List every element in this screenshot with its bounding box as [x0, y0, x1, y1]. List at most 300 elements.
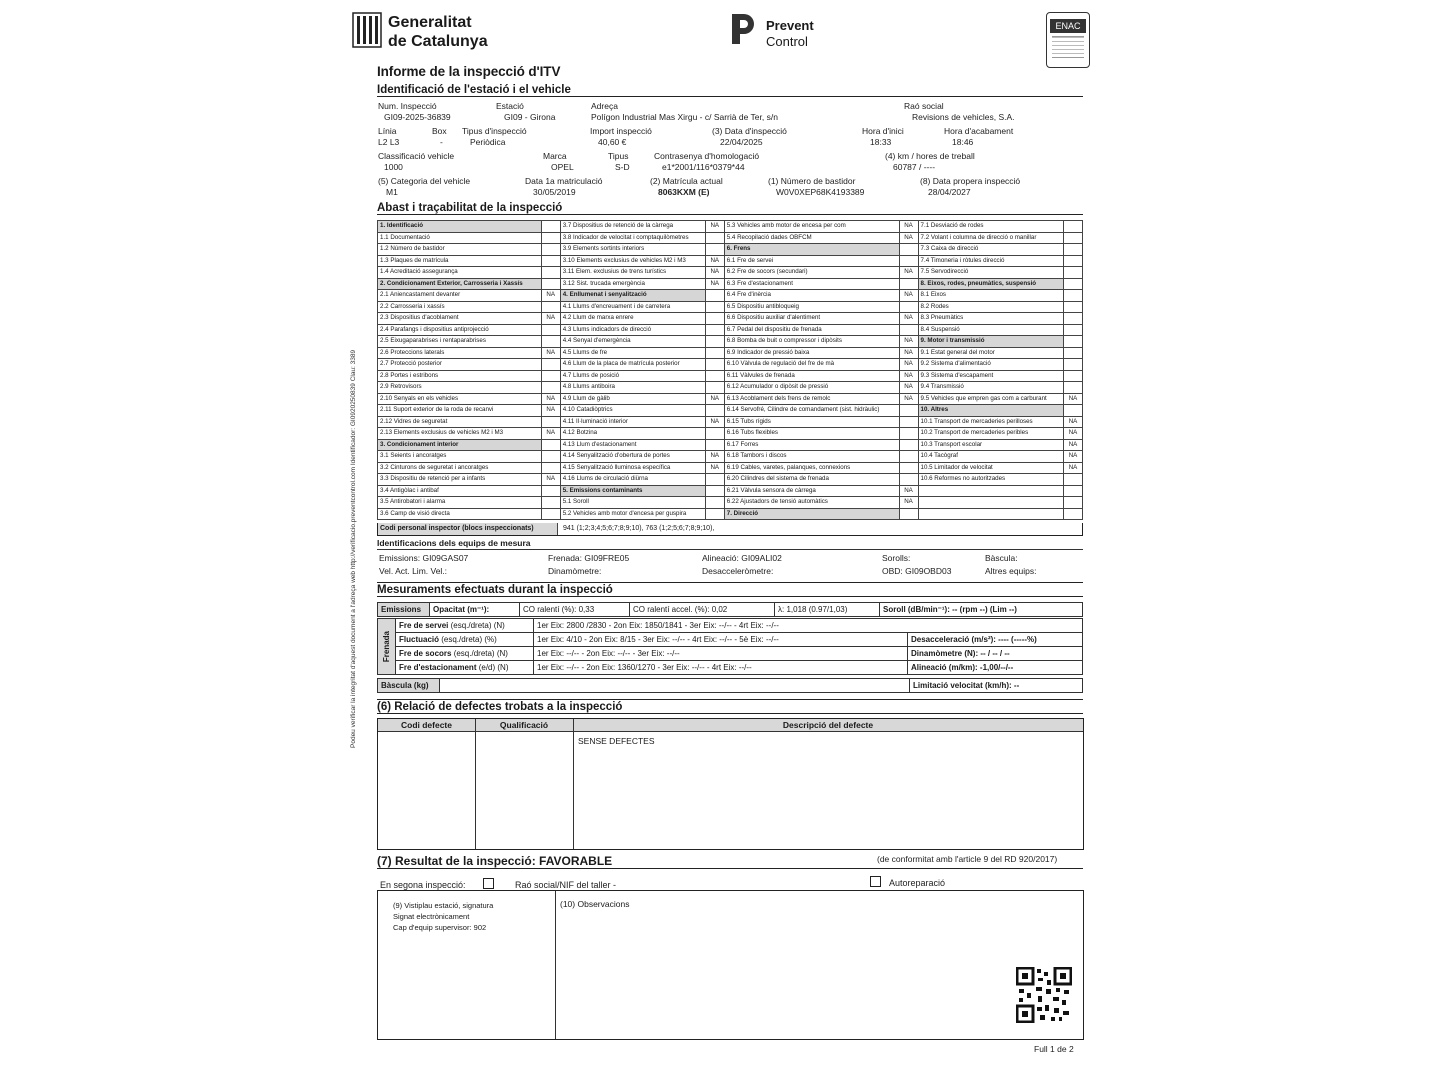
scope-status — [1064, 290, 1083, 302]
data-inspeccio-label: (3) Data d'inspecció — [712, 126, 787, 136]
scope-status — [1064, 255, 1083, 267]
scope-item: 3.6 Camp de visió directa — [378, 508, 542, 520]
scope-status — [541, 359, 560, 371]
scope-row — [378, 405, 1083, 417]
scope-row — [378, 416, 1083, 428]
bascula-table — [377, 678, 1083, 693]
scope-status — [541, 508, 560, 520]
data-inspeccio-value: 22/04/2025 — [720, 137, 763, 147]
lambda: λ: 1,018 (0.97/1,03) — [775, 603, 880, 617]
scope-item: 6. Frens — [724, 244, 899, 256]
equip-dinamometre: Dinamòmetre: — [548, 566, 602, 576]
scope-item: 10.6 Reformes no autoritzades — [918, 474, 1063, 486]
scope-item: 5. Emissions contaminants — [560, 485, 705, 497]
scope-item: 6.6 Dispositiu auxiliar d'alentiment — [724, 313, 899, 325]
scope-status — [541, 462, 560, 474]
scope-item: 6.11 Vàlvules de frenada — [724, 370, 899, 382]
km-label: (4) km / hores de treball — [885, 151, 975, 161]
scope-row — [378, 324, 1083, 336]
col-qualificacio: Qualificació — [499, 720, 549, 730]
scope-item: 7. Direcció — [724, 508, 899, 520]
scope-item: 4.6 Llum de la placa de matrícula posterior — [560, 359, 705, 371]
scope-status — [705, 359, 724, 371]
scope-status: NA — [705, 267, 724, 279]
scope-status — [541, 267, 560, 279]
hora-inici-value: 18:33 — [870, 137, 892, 147]
co-ralenti: CO ralentí (%): 0,33 — [520, 603, 630, 617]
scope-status — [705, 439, 724, 451]
scope-status: NA — [899, 221, 918, 233]
scope-item: 2.12 Vidres de seguretat — [378, 416, 542, 428]
scope-item: 6.22 Ajustadors de tensió automàtics — [724, 497, 899, 509]
categoria-value: M1 — [386, 187, 398, 197]
scope-status — [1064, 324, 1083, 336]
equip-bascula: Bàscula: — [985, 553, 1018, 563]
scope-status — [541, 336, 560, 348]
import-label: Import inspecció — [590, 126, 652, 136]
homologacio-label: Contrasenya d'homologació — [654, 151, 760, 161]
page-footer: Full 1 de 2 — [1034, 1044, 1074, 1054]
scope-status — [541, 221, 560, 233]
scope-item: 10.3 Transport escolar — [918, 439, 1063, 451]
scope-status — [541, 324, 560, 336]
scope-item: 3.7 Dispositius de retenció de la càrrega — [560, 221, 705, 233]
fre-estacionament-units: (e/d) (N) — [476, 663, 509, 672]
scope-item: 6.18 Tambors i discos — [724, 451, 899, 463]
scope-status — [705, 508, 724, 520]
bastidor-value: W0V0XEP68K4193389 — [776, 187, 865, 197]
scope-status: NA — [705, 393, 724, 405]
emissions-label: Emissions — [378, 603, 430, 617]
enac-label: ENAC — [1050, 19, 1086, 33]
num-inspeccio-label: Num. Inspecció — [378, 101, 437, 111]
scope-status: NA — [705, 255, 724, 267]
scope-status — [899, 255, 918, 267]
scope-status: NA — [1064, 439, 1083, 451]
scope-row — [378, 336, 1083, 348]
scope-item: 2.11 Suport exterior de la roda de recanvi — [378, 405, 542, 417]
limitacio-velocitat: Limitació velocitat (km/h): -- — [910, 679, 1083, 693]
scope-status — [899, 439, 918, 451]
scope-item: 3. Condicionament interior — [378, 439, 542, 451]
fre-socors-units: (esq./dreta) (N) — [451, 649, 508, 658]
scope-status — [705, 313, 724, 325]
scope-row — [378, 267, 1083, 279]
scope-item: 1.1 Documentació — [378, 232, 542, 244]
scope-status — [541, 278, 560, 290]
scope-item: 6.7 Pedal del dispositiu de frenada — [724, 324, 899, 336]
data-matriculacio-value: 30/05/2019 — [533, 187, 576, 197]
scope-item: 6.20 Cilindres del sistema de frenada — [724, 474, 899, 486]
segona-inspeccio-checkbox[interactable] — [483, 878, 494, 889]
scope-status — [1064, 221, 1083, 233]
scope-status: NA — [899, 485, 918, 497]
scope-status: NA — [1064, 393, 1083, 405]
fre-estacionament-label: Fre d'estacionament — [399, 663, 477, 672]
matricula-label: (2) Matrícula actual — [650, 176, 723, 186]
equips-title: Identificacions dels equips de mesura — [377, 538, 531, 548]
tipus-label: Tipus — [608, 151, 629, 161]
signature-observations-box — [377, 890, 1084, 1040]
scope-status — [541, 416, 560, 428]
scope-item: 6.5 Dispositiu antibloqueig — [724, 301, 899, 313]
frenada-group — [378, 619, 396, 675]
scope-status — [705, 405, 724, 417]
scope-item: 10.2 Transport de mercaderies peribles — [918, 428, 1063, 440]
scope-status — [1064, 301, 1083, 313]
scope-item: 2. Condicionament Exterior, Carrosseria i Xassís — [378, 278, 542, 290]
scope-row — [378, 232, 1083, 244]
num-inspeccio-value: GI09-2025-36839 — [384, 112, 451, 122]
scope-row — [378, 451, 1083, 463]
scope-status — [899, 405, 918, 417]
linia-value: L2 L3 — [378, 137, 400, 147]
scope-item: 7.3 Caixa de direcció — [918, 244, 1063, 256]
marca-value: OPEL — [551, 162, 574, 172]
scope-status — [1064, 497, 1083, 509]
scope-item: 5.3 Vehicles amb motor de encesa per com — [724, 221, 899, 233]
fre-socors-value: 1er Eix: --/-- - 2on Eix: --/-- - 3er Eix: --/-- — [534, 647, 908, 661]
scope-item: 2.6 Proteccions laterals — [378, 347, 542, 359]
classificacio-label: Classificació vehicle — [378, 151, 455, 161]
fre-servei-value: 1er Eix: 2800 /2830 - 2on Eix: 1850/1841 - 3er Eix: --/-- - 4rt Eix: --/-- — [534, 619, 1083, 633]
adreca-value: Polígon Industrial Mas Xirgu - c/ Sarrià de Ter, s/n — [591, 112, 778, 122]
hora-acabament-label: Hora d'acabament — [944, 126, 1014, 136]
section-abast-title: Abast i traçabilitat de la inspecció — [377, 202, 1083, 215]
scope-item: 6.8 Bomba de buit o compressor i dipòsits — [724, 336, 899, 348]
scope-status — [705, 347, 724, 359]
scope-item: 10.5 Limitador de velocitat — [918, 462, 1063, 474]
scope-item: 4. Enllumenat i senyalització — [560, 290, 705, 302]
scope-status — [899, 301, 918, 313]
soroll: Soroll (dB/min⁻¹): -- (rpm --) (Lim --) — [880, 603, 1083, 617]
fre-servei-label: Fre de servei — [399, 621, 449, 630]
logo-line-1: Generalitat — [388, 14, 472, 31]
scope-status — [1064, 278, 1083, 290]
scope-status — [541, 232, 560, 244]
scope-status — [541, 497, 560, 509]
scope-item: 9.3 Sistema d'escapament — [918, 370, 1063, 382]
equip-frenada: Frenada: GI09FRE05 — [548, 553, 630, 563]
scope-status: NA — [705, 278, 724, 290]
scope-item: 5.1 Soroll — [560, 497, 705, 509]
scope-item: 8.3 Pneumàtics — [918, 313, 1063, 325]
scope-item: 2.5 Eixugaparabrises i rentaparabrises — [378, 336, 542, 348]
scope-item: 7.2 Volant i columna de direcció o manillar — [918, 232, 1063, 244]
scope-item: 6.3 Fre d'estacionament — [724, 278, 899, 290]
scope-item: 7.4 Timoneria i ròtules direcció — [918, 255, 1063, 267]
section-identification-title: Identificació de l'estació i el vehicle — [377, 84, 1083, 97]
scope-item: 3.8 Indicador de velocitat i comptaquilòmetres — [560, 232, 705, 244]
scope-item: 6.16 Tubs flexibles — [724, 428, 899, 440]
prevent-p-icon — [730, 12, 756, 46]
scope-item: 6.19 Cables, varetes, palanques, connexions — [724, 462, 899, 474]
scope-status — [705, 497, 724, 509]
scope-status — [541, 382, 560, 394]
scope-item: 4.14 Senyalització d'obertura de portes — [560, 451, 705, 463]
scope-item: 8.1 Eixos — [918, 290, 1063, 302]
scope-status — [1064, 508, 1083, 520]
scope-status: NA — [705, 451, 724, 463]
scope-status — [541, 255, 560, 267]
scope-item: 7.1 Desviació de rodes — [918, 221, 1063, 233]
scope-status — [705, 428, 724, 440]
categoria-label: (5) Categoria del vehicle — [378, 176, 471, 186]
scope-status — [541, 451, 560, 463]
scope-row — [378, 278, 1083, 290]
alineacio: Alineació (m/km): -1,00/--/-- — [908, 661, 1083, 675]
scope-item: 4.2 Llum de marxa enrere — [560, 313, 705, 325]
scope-item: 4.3 Llums indicadors de direcció — [560, 324, 705, 336]
section-defectes-title: (6) Relació de defectes trobats a la inspecció — [377, 699, 1083, 714]
data-matriculacio-label: Data 1a matriculació — [525, 176, 603, 186]
scope-status — [705, 301, 724, 313]
scope-row — [378, 462, 1083, 474]
equip-altres: Altres equips: — [985, 566, 1037, 576]
scope-row — [378, 359, 1083, 371]
matricula-value: 8063KXM (E) — [658, 187, 710, 197]
frenada-table — [377, 618, 1083, 675]
scope-status — [541, 439, 560, 451]
tipus-inspeccio-label: Tipus d'inspecció — [462, 126, 527, 136]
generalitat-emblem-icon — [352, 12, 382, 48]
scope-item: 4.9 Llum de gàlib — [560, 393, 705, 405]
scope-status — [1064, 382, 1083, 394]
segona-inspeccio-label: En segona inspecció: — [380, 880, 466, 890]
scope-item: 3.11 Elem. exclusius de trens turístics — [560, 267, 705, 279]
col-codi-defecte: Codi defecte — [400, 720, 452, 730]
scope-item: 8.4 Suspensió — [918, 324, 1063, 336]
scope-status — [541, 301, 560, 313]
rao-social-value: Revisions de vehicles, S.A. — [912, 112, 1015, 122]
vistiplau-line-1: (9) Vistiplau estació, signatura — [393, 901, 494, 910]
scope-row — [378, 485, 1083, 497]
scope-status: NA — [899, 267, 918, 279]
scope-item: 3.3 Dispositiu de retenció per a infants — [378, 474, 542, 486]
scope-item: 6.1 Fre de servei — [724, 255, 899, 267]
scope-item: 1.4 Acreditació assegurança — [378, 267, 542, 279]
scope-status: NA — [1064, 451, 1083, 463]
desacceleracio: Desacceleració (m/s²): ---- (-----%) — [908, 633, 1083, 647]
scope-status — [899, 278, 918, 290]
scope-item: 2.3 Dispositius d'acoblament — [378, 313, 542, 325]
scope-status: NA — [705, 416, 724, 428]
scope-status: NA — [705, 462, 724, 474]
equip-vel: Vel. Act. Lim. Vel.: — [379, 566, 448, 576]
scope-item: 1.3 Plaques de matrícula — [378, 255, 542, 267]
scope-status — [1064, 485, 1083, 497]
scope-status — [705, 336, 724, 348]
scope-status: NA — [541, 393, 560, 405]
section-resultat-title: (7) Resultat de la inspecció: FAVORABLE — [377, 854, 1083, 869]
scope-item: 4.12 Botzina — [560, 428, 705, 440]
scope-row — [378, 221, 1083, 233]
fre-estacionament-cell — [396, 661, 534, 675]
scope-row — [378, 439, 1083, 451]
scope-status — [1064, 370, 1083, 382]
enac-seal — [1046, 12, 1090, 68]
scope-status: NA — [541, 313, 560, 325]
scope-row — [378, 370, 1083, 382]
scope-row — [378, 382, 1083, 394]
scope-status — [705, 324, 724, 336]
km-value: 60787 / ---- — [893, 162, 936, 172]
scope-item: 9.2 Sistema d'alimentació — [918, 359, 1063, 371]
scope-status — [705, 474, 724, 486]
scope-status: NA — [541, 347, 560, 359]
scope-item: 5.4 Recopilació dades OBFCM — [724, 232, 899, 244]
scope-item: 3.2 Cinturons de seguretat i ancoratges — [378, 462, 542, 474]
co-ralenti-accel: CO ralentí accel. (%): 0,02 — [630, 603, 775, 617]
scope-row — [378, 347, 1083, 359]
section-mesuraments-title: Mesuraments efectuats durant la inspecció — [377, 582, 1083, 597]
scope-item: 6.15 Tubs rígids — [724, 416, 899, 428]
scope-status: NA — [899, 336, 918, 348]
rao-nif-taller: Raó social/NIF del taller - — [515, 880, 617, 890]
rao-social-label: Raó social — [904, 101, 944, 111]
fluctuacio-label: Fluctuació — [399, 635, 440, 644]
tipus-inspeccio-value: Periòdica — [470, 137, 506, 147]
box-value: - — [440, 137, 443, 147]
verification-side-text: Podeu verificar la integritat d'aquest document a l'adreça web http://verificacio.preventcontrol.com Identificador: GI0920250839 Clau: 3389 — [350, 349, 357, 748]
scope-status — [1064, 244, 1083, 256]
linia-label: Línia — [378, 126, 397, 136]
scope-row — [378, 393, 1083, 405]
qr-code-icon — [1016, 967, 1072, 1023]
scope-item — [918, 508, 1063, 520]
scope-row — [378, 301, 1083, 313]
defects-table — [377, 718, 1084, 850]
propera-inspeccio-value: 28/04/2027 — [928, 187, 971, 197]
scope-status — [705, 244, 724, 256]
prevent-control-logo — [730, 12, 850, 52]
inspector-value: 941 (1;2;3;4;5;6;7;8;9;10), 763 (1;2;5;6;7;8;9;10), — [562, 525, 715, 532]
scope-item: 1.2 Número de bastidor — [378, 244, 542, 256]
scope-item: 2.13 Elements exclusius de vehicles M2 i M3 — [378, 428, 542, 440]
adreca-label: Adreça — [591, 101, 618, 111]
scope-item: 4.11 Il·luminació interior — [560, 416, 705, 428]
equips-divider — [377, 549, 1083, 550]
scope-item: 2.4 Parafangs i dispositius antiprojecció — [378, 324, 542, 336]
autoreparacio-checkbox[interactable] — [870, 876, 881, 887]
scope-item — [918, 485, 1063, 497]
scope-status — [1064, 232, 1083, 244]
scope-status — [705, 370, 724, 382]
scope-status — [1064, 359, 1083, 371]
scope-item: 4.13 Llum d'estacionament — [560, 439, 705, 451]
equip-sorolls: Sorolls: — [882, 553, 911, 563]
scope-status: NA — [899, 290, 918, 302]
scope-item: 2.10 Senyals en els vehicles — [378, 393, 542, 405]
scope-status: NA — [541, 290, 560, 302]
scope-status: NA — [899, 370, 918, 382]
scope-item: 1. Identificació — [378, 221, 542, 233]
scope-status — [1064, 347, 1083, 359]
scope-item: 3.5 Antirobatori i alarma — [378, 497, 542, 509]
scope-item: 4.7 Llums de posició — [560, 370, 705, 382]
scope-status: NA — [899, 313, 918, 325]
scope-item: 5.2 Vehicles amb motor d'encesa per guspira — [560, 508, 705, 520]
scope-item: 4.15 Senyalització lluminosa específica — [560, 462, 705, 474]
scope-status: NA — [899, 382, 918, 394]
logo-line-2: de Catalunya — [388, 33, 488, 50]
defect-description: SENSE DEFECTES — [578, 736, 655, 746]
scope-status — [899, 451, 918, 463]
bascula-label: Bàscula (kg) — [378, 679, 440, 693]
scope-status: NA — [899, 232, 918, 244]
fluctuacio-value: 1er Eix: 4/10 - 2on Eix: 8/15 - 3er Eix: --/-- - 4rt Eix: --/-- - 5è Eix: --/-- — [534, 633, 908, 647]
scope-item: 3.4 Antigòlac i antibaf — [378, 485, 542, 497]
brand-line-2: Control — [766, 34, 808, 49]
scope-status: NA — [541, 474, 560, 486]
col-descripcio: Descripció del defecte — [782, 720, 874, 730]
scope-item: 8. Eixos, rodes, pneumàtics, suspensió — [918, 278, 1063, 290]
fluctuacio-units: (esq./dreta) (%) — [439, 635, 497, 644]
scope-status — [541, 485, 560, 497]
scope-status — [899, 508, 918, 520]
scope-status: NA — [899, 393, 918, 405]
scope-item: 6.14 Servofré, Cilindre de comandament (sist. hidràulic) — [724, 405, 899, 417]
scope-status: NA — [541, 428, 560, 440]
bascula-value — [440, 679, 910, 693]
scope-item: 3.12 Sist. trucada emergència — [560, 278, 705, 290]
scope-item: 2.9 Retrovisors — [378, 382, 542, 394]
propera-inspeccio-label: (8) Data propera inspecció — [920, 176, 1021, 186]
generalitat-logo — [352, 12, 502, 52]
scope-row — [378, 290, 1083, 302]
inspection-report — [352, 8, 1092, 1072]
scope-item: 6.2 Fre de socors (secundari) — [724, 267, 899, 279]
scope-item: 9.4 Transmissió — [918, 382, 1063, 394]
scope-table — [377, 220, 1083, 520]
scope-status — [899, 416, 918, 428]
scope-item: 9. Motor i transmissió — [918, 336, 1063, 348]
scope-item: 10.4 Tacògraf — [918, 451, 1063, 463]
scope-status: NA — [1064, 462, 1083, 474]
fre-servei-cell — [396, 619, 534, 633]
equip-emissions: Emissions: GI09GAS07 — [379, 553, 469, 563]
scope-item: 6.21 Vàlvula sensora de càrrega — [724, 485, 899, 497]
scope-status — [705, 382, 724, 394]
emissions-table — [377, 602, 1083, 617]
scope-status — [705, 290, 724, 302]
scope-item: 3.1 Seients i ancoratges — [378, 451, 542, 463]
vistiplau-line-3: Cap d'equip supervisor: 902 — [393, 923, 487, 932]
scope-item: 2.8 Portes i estribons — [378, 370, 542, 382]
scope-status: NA — [899, 497, 918, 509]
scope-row — [378, 508, 1083, 520]
scope-item: 2.1 Aniencastament devanter — [378, 290, 542, 302]
dinamometre: Dinamòmetre (N): -- / -- / -- — [908, 647, 1083, 661]
opacitat: Opacitat (m⁻¹): — [430, 603, 520, 617]
scope-status — [899, 244, 918, 256]
scope-row — [378, 244, 1083, 256]
scope-status — [705, 232, 724, 244]
scope-status — [1064, 474, 1083, 486]
scope-status: NA — [1064, 428, 1083, 440]
scope-status: NA — [1064, 416, 1083, 428]
equip-alineacio: Alineació: GI09ALI02 — [702, 553, 782, 563]
scope-item: 4.4 Senyal d'emergència — [560, 336, 705, 348]
scope-item: 6.13 Acoblament dels frens de remolc — [724, 393, 899, 405]
hora-acabament-value: 18:46 — [952, 137, 974, 147]
report-title: Informe de la inspecció d'ITV — [377, 64, 561, 79]
scope-item: 7.5 Servodirecció — [918, 267, 1063, 279]
scope-item: 10.1 Transport de mercaderies perilloses — [918, 416, 1063, 428]
scope-item: 6.12 Acumulador o dipòsit de pressió — [724, 382, 899, 394]
scope-item: 3.9 Elements sortints interiors — [560, 244, 705, 256]
fre-socors-label: Fre de socors — [399, 649, 452, 658]
